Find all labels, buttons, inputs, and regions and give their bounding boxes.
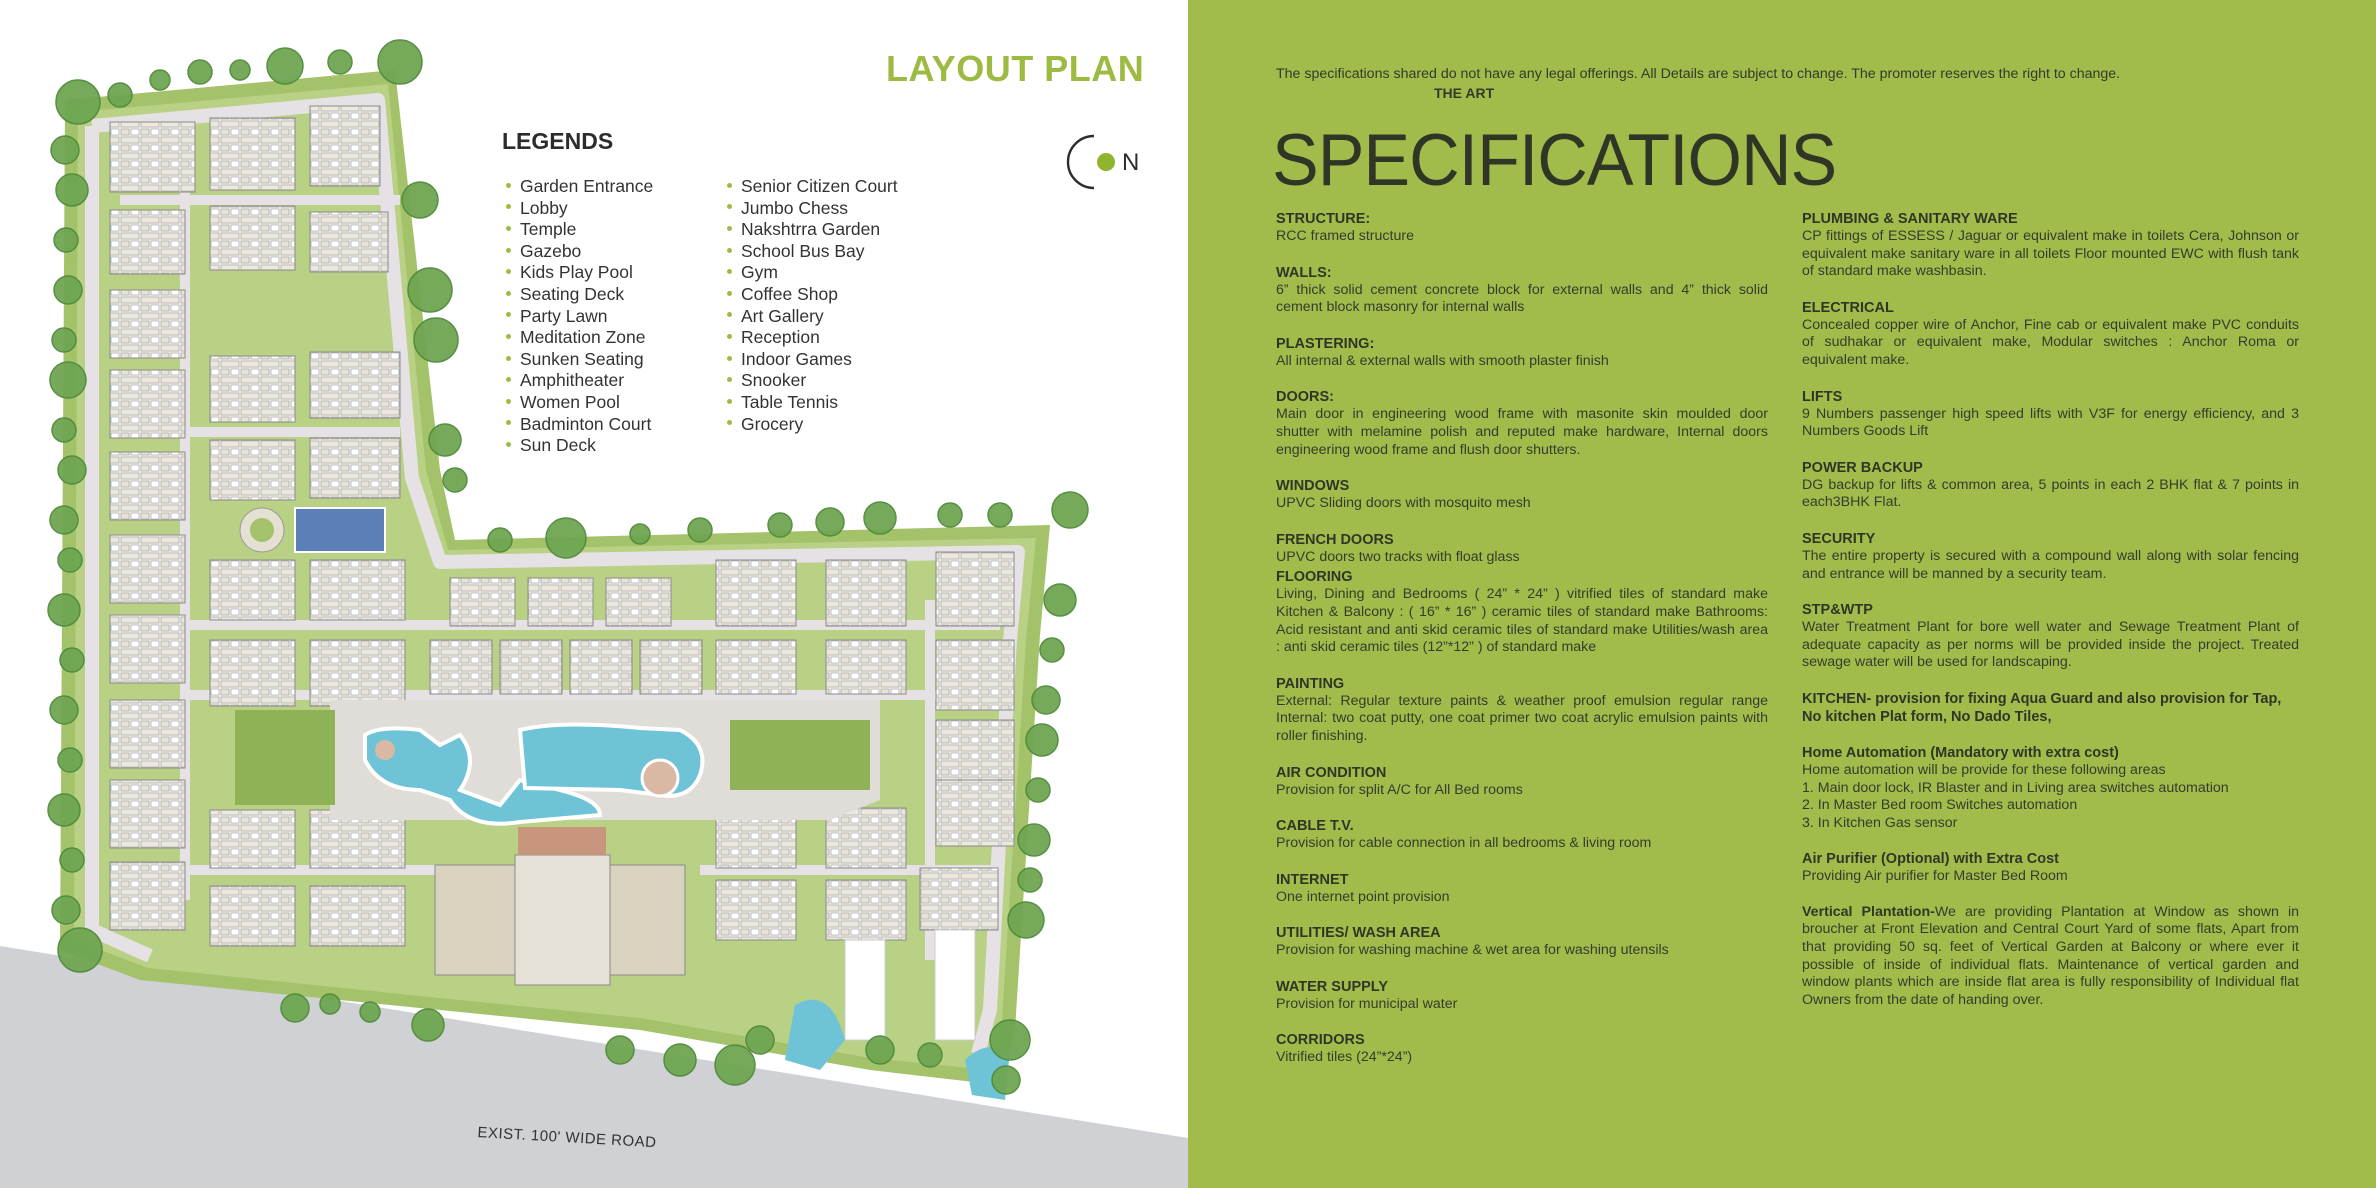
spec-section bbox=[1276, 871, 1768, 907]
spec-body: Concealed copper wire of Anchor, Fine cab or equivalent make PVC conduits of sudhakar or equivalent make, Modular switches : Anchor Roma or equivalent make. bbox=[1802, 316, 2299, 368]
spec-body: Home automation will be provide for these following areas bbox=[1802, 761, 2166, 778]
legend-item bbox=[506, 198, 653, 220]
bullet-dot-icon bbox=[506, 334, 511, 339]
spec-heading: DOORS: bbox=[1276, 389, 1334, 406]
spec-section bbox=[1276, 531, 1768, 567]
spec-body: Provision for cable connection in all bedrooms & living room bbox=[1276, 835, 1652, 852]
bullet-dot-icon bbox=[727, 291, 732, 296]
legend-item bbox=[727, 241, 898, 263]
spec-heading: SECURITY bbox=[1802, 530, 1876, 547]
legend-item-label: Nakshtrra Garden bbox=[741, 219, 881, 240]
spec-heading: POWER BACKUP bbox=[1802, 459, 1923, 476]
spec-inline-heading: Vertical Plantation- bbox=[1802, 903, 1935, 920]
spec-section bbox=[1802, 744, 2299, 832]
legend-item-label: Badminton Court bbox=[520, 413, 652, 434]
legend-item bbox=[727, 370, 898, 392]
specifications-page bbox=[1188, 0, 2376, 1188]
legend-item bbox=[727, 414, 898, 436]
legend-item bbox=[506, 349, 653, 371]
legend-item-label: Snooker bbox=[741, 370, 807, 391]
spec-inline-body: We are providing Plantation at Window as shown in broucher at Front Elevation and Central Court Yard of some flats, Apart from that providing 50 sq. feet of Vertical Garden at Balcony or where ever it possible of inside of individual flats. Maintenance of vertical garden and window plants which are inside flat area is fully responsibility of Individual flat Owners from the date of handing over. bbox=[1802, 903, 2299, 1008]
spec-heading: AIR CONDITION bbox=[1276, 764, 1387, 781]
legend-item-label: Gym bbox=[741, 262, 778, 283]
legend-item-label: Temple bbox=[520, 219, 577, 240]
spec-heading: Home Automation (Mandatory with extra cost) bbox=[1802, 744, 2119, 761]
spec-heading: WATER SUPPLY bbox=[1276, 978, 1388, 995]
legend-item-label: Sun Deck bbox=[520, 435, 596, 456]
legend-item bbox=[727, 284, 898, 306]
spec-section bbox=[1276, 817, 1768, 853]
legend-item-label: Gazebo bbox=[520, 240, 582, 261]
spec-section-vertical-plantation bbox=[1802, 904, 2299, 1010]
legend-item bbox=[506, 219, 653, 241]
bullet-dot-icon bbox=[727, 334, 732, 339]
spec-heading: KITCHEN- provision for fixing Aqua Guard and also provision for Tap, No kitchen Plat form, No Dado Tiles, bbox=[1802, 690, 2282, 725]
bullet-dot-icon bbox=[727, 204, 732, 209]
legend-item bbox=[727, 219, 898, 241]
spec-section bbox=[1276, 335, 1768, 371]
spec-section bbox=[1276, 1031, 1768, 1067]
legend-list-col-2 bbox=[727, 176, 898, 435]
bullet-dot-icon bbox=[727, 183, 732, 188]
spec-list-line: 2. In Master Bed room Switches automation bbox=[1802, 797, 2078, 814]
spec-body: Living, Dining and Bedrooms ( 24” * 24” ) vitrified tiles of standard make Kitchen & Balcony : ( 16” * 16” ) ceramic tiles of standard make Bathrooms: Acid resistant and anti skid ceramic tiles of standard make Utilities/wash area : anti skid ceramic tiles (12”*12” ) of standard make bbox=[1276, 586, 1768, 656]
specifications-title: SPECIFICATIONS bbox=[1272, 119, 1837, 201]
spec-body: Water Treatment Plant for bore well water and Sewage Treatment Plant of adequate capacity as per norms will be provided inside the project. Treated sewage water will be used for landscaping. bbox=[1802, 619, 2299, 671]
spec-section bbox=[1802, 299, 2299, 370]
legend-item bbox=[506, 262, 653, 284]
spec-section bbox=[1802, 210, 2299, 281]
spec-heading: INTERNET bbox=[1276, 871, 1349, 888]
bullet-dot-icon bbox=[506, 183, 511, 188]
spec-body: RCC framed structure bbox=[1276, 228, 1414, 244]
legend-item-label: Women Pool bbox=[520, 391, 620, 412]
spec-heading: PLASTERING: bbox=[1276, 335, 1375, 352]
spec-heading: FLOORING bbox=[1276, 569, 1353, 586]
layout-plan-title: LAYOUT PLAN bbox=[886, 48, 1145, 89]
spec-heading: CABLE T.V. bbox=[1276, 818, 1354, 835]
legend-item-label: Garden Entrance bbox=[520, 176, 654, 196]
spec-column-left bbox=[1276, 210, 1768, 1085]
spec-body: All internal & external walls with smooth plaster finish bbox=[1276, 352, 1609, 369]
bullet-dot-icon bbox=[506, 442, 511, 447]
legend-item-label: Amphitheater bbox=[520, 370, 625, 391]
disclaimer-text: The specifications shared do not have any legal offerings. All Details are subject to change. The promoter reserves the right to change. bbox=[1276, 66, 2121, 82]
legend-item-label: Grocery bbox=[741, 413, 804, 434]
bullet-dot-icon bbox=[727, 248, 732, 253]
spec-section bbox=[1276, 210, 1768, 246]
project-name: THE ART bbox=[1434, 85, 1495, 101]
spec-heading: WALLS: bbox=[1276, 264, 1332, 281]
legend-item-label: Lobby bbox=[520, 197, 568, 218]
spec-section bbox=[1276, 924, 1768, 960]
bullet-dot-icon bbox=[506, 226, 511, 231]
spec-body: CP fittings of ESSESS / Jaguar or equivalent make in toilets Cera, Johnson or equivalent make sanitary ware in all toilets Floor mounted EWC with flush tank of standard make washbasin. bbox=[1802, 228, 2299, 280]
legend-item-label: Coffee Shop bbox=[741, 283, 838, 304]
spec-section bbox=[1802, 690, 2299, 726]
spec-body: Provision for washing machine & wet area for washing utensils bbox=[1276, 942, 1669, 959]
spec-section bbox=[1276, 477, 1768, 513]
spec-list-line: 1. Main door lock, IR Blaster and in Living area switches automation bbox=[1802, 779, 2229, 796]
bullet-dot-icon bbox=[727, 312, 732, 317]
spec-section bbox=[1276, 675, 1768, 746]
spec-body: 6” thick solid cement concrete block for external walls and 4” thick solid cement block masonry for internal walls bbox=[1276, 281, 1768, 316]
legend-item bbox=[506, 176, 653, 198]
legend-item bbox=[727, 176, 898, 198]
spec-heading: PAINTING bbox=[1276, 675, 1345, 692]
spec-body: External: Regular texture paints & weather proof emulsion regular range Internal: two coat putty, one coat primer two coat acrylic emulsion paints with roller finishing. bbox=[1276, 692, 1768, 744]
bullet-dot-icon bbox=[506, 356, 511, 361]
spec-list-line: 3. In Kitchen Gas sensor bbox=[1802, 814, 1958, 831]
legend-item bbox=[727, 198, 898, 220]
spec-heading: PLUMBING & SANITARY WARE bbox=[1802, 211, 2018, 227]
spec-heading: STRUCTURE: bbox=[1276, 211, 1371, 227]
legend-item bbox=[727, 262, 898, 284]
spec-heading: LIFTS bbox=[1802, 388, 1843, 405]
legend-item bbox=[727, 349, 898, 371]
spec-section bbox=[1802, 601, 2299, 672]
spec-column-right bbox=[1802, 210, 2299, 1027]
spec-section bbox=[1276, 568, 1768, 656]
legend-item bbox=[506, 241, 653, 263]
legend-item-label: Table Tennis bbox=[741, 391, 838, 412]
bullet-dot-icon bbox=[506, 377, 511, 382]
spec-body bbox=[1802, 904, 2299, 1010]
legend-item bbox=[727, 306, 898, 328]
spec-heading: STP&WTP bbox=[1802, 602, 1873, 619]
legend-item bbox=[727, 327, 898, 349]
spec-body: UPVC doors two tracks with float glass bbox=[1276, 548, 1520, 565]
spec-heading: UTILITIES/ WASH AREA bbox=[1276, 925, 1441, 942]
spec-heading: Air Purifier (Optional) with Extra Cost bbox=[1802, 851, 2059, 868]
spec-body: UPVC Sliding doors with mosquito mesh bbox=[1276, 495, 1531, 512]
legend-item bbox=[727, 392, 898, 414]
spec-section bbox=[1802, 850, 2299, 886]
bullet-dot-icon bbox=[727, 377, 732, 382]
bullet-dot-icon bbox=[506, 204, 511, 209]
legends-title: LEGENDS bbox=[502, 128, 614, 154]
spec-body: 9 Numbers passenger high speed lifts with V3F for energy efficiency, and 3 Numbers Goods Lift bbox=[1802, 405, 2299, 440]
legend-item-label: Reception bbox=[741, 327, 820, 348]
bullet-dot-icon bbox=[506, 420, 511, 425]
spec-body: The entire property is secured with a compound wall along with solar fencing and entrance will be manned by a security team. bbox=[1802, 547, 2299, 582]
spec-section bbox=[1802, 459, 2299, 512]
bullet-dot-icon bbox=[506, 269, 511, 274]
legend-item-label: Sunken Seating bbox=[520, 348, 644, 369]
legend-item-label: Art Gallery bbox=[741, 305, 824, 326]
spec-section bbox=[1276, 764, 1768, 800]
road-label: EXIST. 100' WIDE ROAD bbox=[477, 1124, 657, 1152]
legend-item bbox=[506, 284, 653, 306]
spec-section bbox=[1276, 388, 1768, 459]
spec-heading: FRENCH DOORS bbox=[1276, 531, 1394, 548]
legend-item bbox=[506, 327, 653, 349]
spec-body: Provision for municipal water bbox=[1276, 995, 1458, 1012]
spec-section bbox=[1276, 264, 1768, 317]
legend-item bbox=[506, 370, 653, 392]
bullet-dot-icon bbox=[727, 269, 732, 274]
spec-section bbox=[1802, 530, 2299, 583]
legend-item bbox=[506, 414, 653, 436]
north-arrow-icon bbox=[1044, 130, 1144, 194]
spec-section bbox=[1802, 388, 2299, 441]
bullet-dot-icon bbox=[727, 356, 732, 361]
bullet-dot-icon bbox=[727, 226, 732, 231]
spec-body: Main door in engineering wood frame with masonite skin moulded door shutter with melamine polish and reputed make hardware, Internal doors engineering wood frame and flush door shutters. bbox=[1276, 406, 1768, 458]
legend-item bbox=[506, 392, 653, 414]
north-label: N bbox=[1122, 149, 1140, 176]
spec-body: Provision for split A/C for All Bed rooms bbox=[1276, 781, 1523, 798]
legend-item-label: Indoor Games bbox=[741, 348, 852, 369]
bullet-dot-icon bbox=[506, 399, 511, 404]
bullet-dot-icon bbox=[506, 248, 511, 253]
spec-heading: CORRIDORS bbox=[1276, 1032, 1365, 1049]
bullet-dot-icon bbox=[727, 399, 732, 404]
spec-section bbox=[1276, 978, 1768, 1014]
spec-heading: ELECTRICAL bbox=[1802, 299, 1894, 316]
legend-list-col-1 bbox=[506, 176, 653, 457]
legend-item-label: Senior Citizen Court bbox=[741, 176, 898, 196]
legend-item-label: Seating Deck bbox=[520, 283, 625, 304]
legend-item-label: Kids Play Pool bbox=[520, 262, 633, 283]
legend-item-label: Jumbo Chess bbox=[741, 197, 848, 218]
bullet-dot-icon bbox=[506, 291, 511, 296]
legend-item-label: Meditation Zone bbox=[520, 327, 646, 348]
spec-body: Vitrified tiles (24”*24”) bbox=[1276, 1049, 1413, 1066]
legend-item-label: School Bus Bay bbox=[741, 240, 865, 261]
spec-body: Providing Air purifier for Master Bed Room bbox=[1802, 868, 2068, 885]
legend-item bbox=[506, 435, 653, 457]
spec-body: One internet point provision bbox=[1276, 888, 1450, 905]
legend-item bbox=[506, 306, 653, 328]
bullet-dot-icon bbox=[727, 420, 732, 425]
legend-item-label: Party Lawn bbox=[520, 305, 608, 326]
spec-body: DG backup for lifts & common area, 5 points in each 2 BHK flat & 7 points in each3BHK Flat. bbox=[1802, 476, 2299, 511]
bullet-dot-icon bbox=[506, 312, 511, 317]
spec-heading: WINDOWS bbox=[1276, 478, 1350, 495]
